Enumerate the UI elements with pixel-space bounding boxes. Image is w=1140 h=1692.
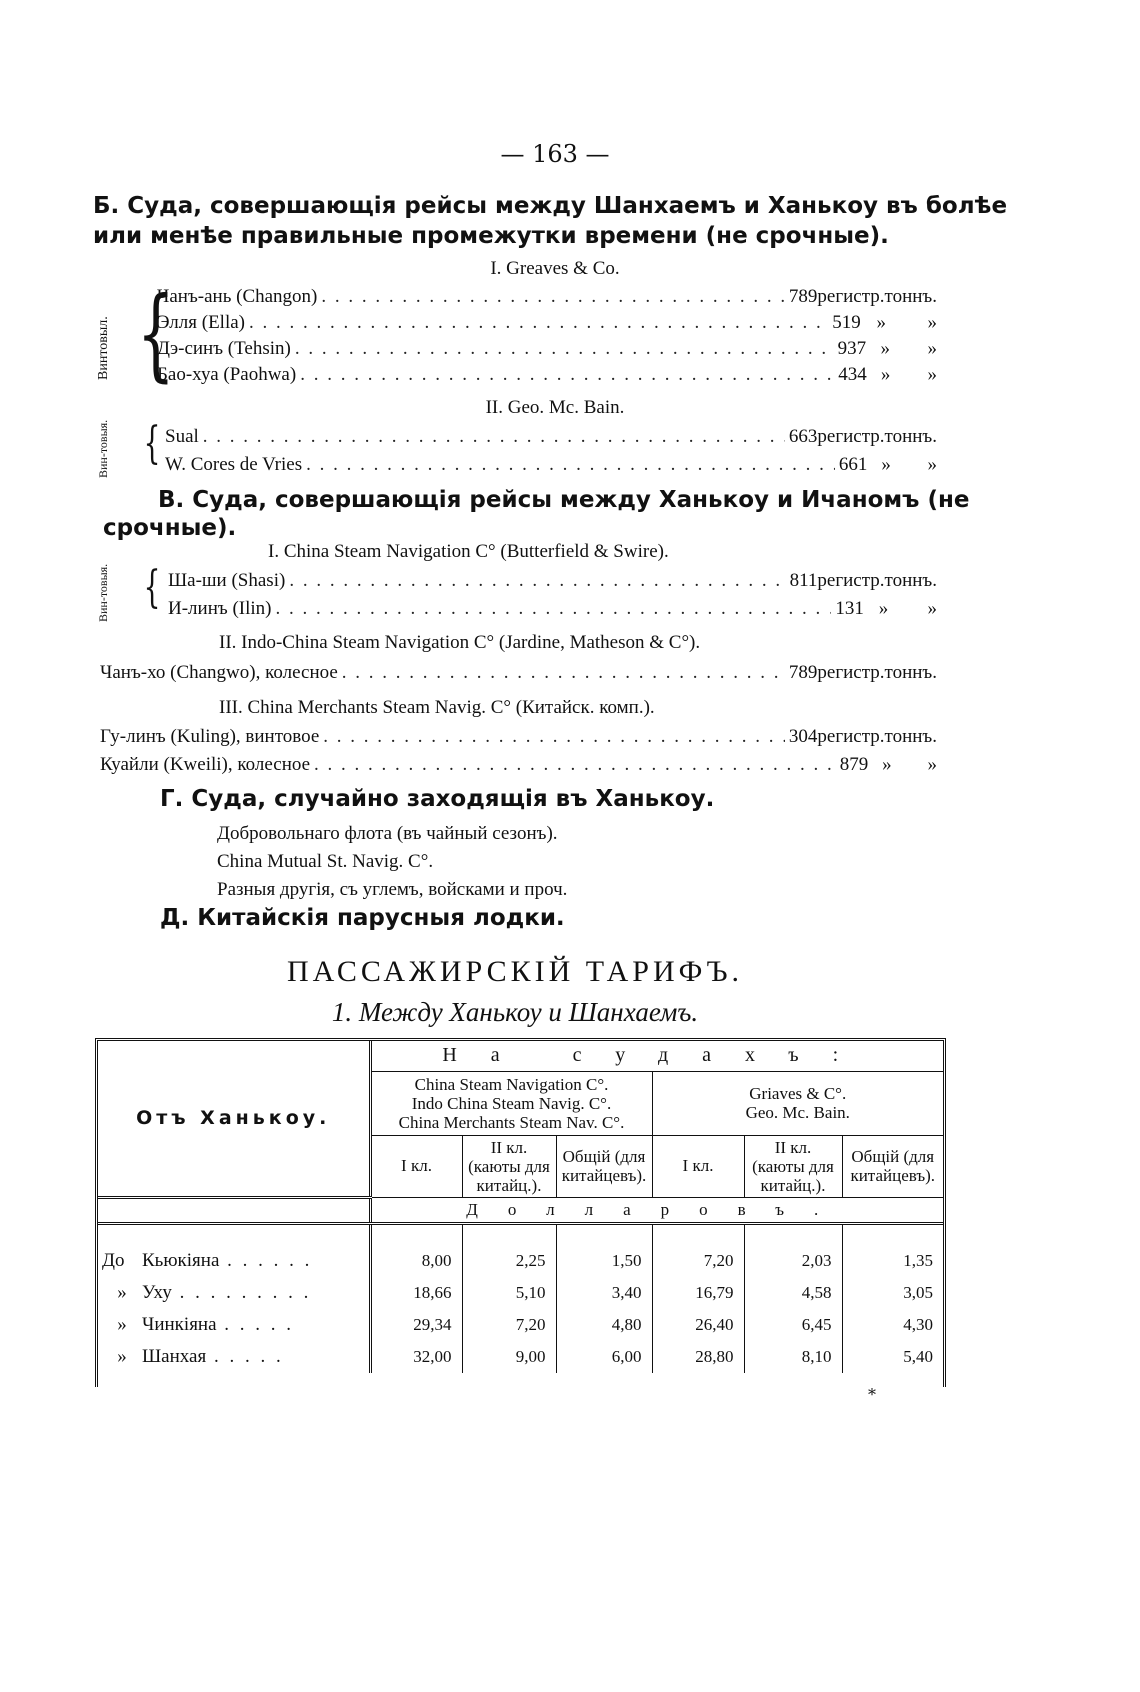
class-header: I кл.: [652, 1135, 744, 1197]
tariff-table-frame: [95, 1038, 946, 1387]
side-label-vintovye: Вин-товыя.: [96, 419, 110, 478]
list-item: Добровольнаго флота (въ чайный сезонъ).: [217, 823, 558, 844]
asterisk-icon: *: [868, 1385, 876, 1404]
company-group-2: [652, 1071, 943, 1135]
page-number: — 163 —: [500, 140, 610, 168]
currency-header: Долларовъ.: [370, 1197, 943, 1223]
ship-row: Гу-линъ (Kuling), винтовое . . . 304 регистр. тоннъ.: [100, 726, 937, 754]
fare-cell: 7,20: [462, 1309, 556, 1341]
tariff-table: [98, 1041, 943, 1373]
section-v-heading-line2: срочные).: [103, 515, 237, 541]
ship-row: Чанъ-хо (Changwo), колесное . . . 789 регистр. тоннъ.: [100, 662, 937, 690]
fare-cell: 6,45: [744, 1309, 842, 1341]
list-item: Разныя другія, съ углемъ, войсками и проч.: [217, 879, 568, 900]
greaves-group-title: I. Greaves & Co.: [490, 258, 620, 279]
ship-row: И-линъ (Ilin) . . . 131 » »: [168, 598, 937, 626]
fare-cell: 16,79: [652, 1277, 744, 1309]
fare-cell: 7,20: [652, 1245, 744, 1277]
destination-cell: До Кьюкіяна . . . . . .: [102, 1250, 313, 1271]
ship-row: Sual . . . 663 регистр. тоннъ.: [165, 426, 937, 454]
side-label-vintovye: Вин-товыя.: [96, 563, 110, 622]
butterfield-ship-list: [168, 570, 937, 626]
fare-cell: 5,40: [842, 1341, 943, 1373]
section-b-heading: [93, 193, 1053, 249]
ship-row: Элля (Ella) . . . 519 » »: [157, 312, 937, 338]
section-b-heading-line1: Б. Суда, совершающія рейсы между Шанхаемъ и Ханькоу въ болѣе: [93, 193, 1008, 219]
merchants-group-title: III. China Merchants Steam Navig. C° (Китайск. комп.).: [219, 697, 655, 718]
bain-ship-list: [165, 426, 937, 482]
jardine-ship-list: [100, 662, 937, 690]
fare-cell: 3,40: [556, 1277, 652, 1309]
fare-cell: 4,58: [744, 1277, 842, 1309]
company-name: China Steam Navigation C°.: [414, 1074, 609, 1094]
fare-cell: 32,00: [370, 1341, 462, 1373]
destination-cell: » Чинкіяна . . . . .: [117, 1314, 295, 1335]
brace-icon: {: [143, 418, 161, 469]
table-row: [98, 1341, 943, 1373]
ship-row: W. Cores de Vries . . . 661 » »: [165, 454, 937, 482]
fare-cell: 8,10: [744, 1341, 842, 1373]
section-d-heading: Д. Китайскія парусныя лодки.: [160, 905, 565, 931]
table-row: [98, 1245, 943, 1277]
tariff-title: ПАССАЖИРСКІЙ ТАРИФЪ.: [286, 955, 744, 988]
ship-row: Куайли (Kweili), колесное . . . 879 » »: [100, 754, 937, 782]
jardine-group-title: II. Indo-China Steam Navigation C° (Jardine, Matheson & C°).: [219, 632, 701, 653]
fare-cell: 2,03: [744, 1245, 842, 1277]
company-group-1: [370, 1071, 652, 1135]
section-g-heading: Г. Суда, случайно заходящія въ Ханькоу.: [160, 786, 715, 812]
tariff-subtitle: 1. Между Ханькоу и Шанхаемъ.: [331, 997, 699, 1027]
fare-cell: 8,00: [370, 1245, 462, 1277]
brace-icon: {: [143, 562, 161, 613]
list-item: China Mutual St. Navig. C°.: [217, 851, 434, 872]
destination-cell: » Шанхая . . . . .: [117, 1346, 284, 1367]
fare-cell: 3,05: [842, 1277, 943, 1309]
brace-icon: {: [136, 275, 175, 392]
fare-cell: 18,66: [370, 1277, 462, 1309]
fare-cell: 5,10: [462, 1277, 556, 1309]
from-hankou-header: Отъ Ханькоу.: [98, 1041, 370, 1197]
fare-cell: 1,35: [842, 1245, 943, 1277]
company-name: China Merchants Steam Nav. C°.: [398, 1112, 625, 1132]
section-v-heading-line1: В. Суда, совершающія рейсы между Ханькоу и Ичаномъ (не: [158, 487, 970, 513]
fare-cell: 6,00: [556, 1341, 652, 1373]
merchants-ship-list: [100, 726, 937, 782]
ship-row: Чанъ-ань (Changon) . . . 789 регистр. тоннъ.: [157, 286, 937, 312]
fare-cell: 9,00: [462, 1341, 556, 1373]
butterfield-group-title: I. China Steam Navigation C° (Butterfield & Swire).: [268, 541, 669, 562]
fare-cell: 1,50: [556, 1245, 652, 1277]
fare-cell: 28,80: [652, 1341, 744, 1373]
fare-cell: 2,25: [462, 1245, 556, 1277]
section-g-list: [217, 820, 567, 904]
class-header: I кл.: [370, 1135, 462, 1197]
company-name: Geo. Mc. Bain.: [745, 1103, 850, 1122]
fare-cell: 26,40: [652, 1309, 744, 1341]
fare-cell: 4,80: [556, 1309, 652, 1341]
section-v-heading: [103, 487, 1053, 541]
fare-cell: 4,30: [842, 1309, 943, 1341]
section-b-heading-line2: или менѣе правильные промежутки времени (не срочные).: [93, 223, 889, 249]
ship-row: Ша-ши (Shasi) . . . 811 регистр. тоннъ.: [168, 570, 937, 598]
class-header: II кл. (каюты для китайц.).: [744, 1135, 842, 1197]
company-name: Indo China Steam Navig. C°.: [411, 1093, 612, 1113]
company-name: Griaves & C°.: [749, 1084, 847, 1103]
on-ships-header: На судахъ:: [370, 1041, 943, 1071]
side-label-vintovye: Винтовыл.: [96, 316, 111, 380]
ship-row: Дэ-синъ (Tehsin) . . . 937 » »: [157, 338, 937, 364]
ship-row: Бао-хуа (Paohwa) . . . 434 » »: [157, 364, 937, 390]
greaves-ship-list: [157, 286, 937, 390]
class-header: Общій (для китайцевъ).: [556, 1135, 652, 1197]
fare-cell: 29,34: [370, 1309, 462, 1341]
class-header: II кл. (каюты для китайц.).: [462, 1135, 556, 1197]
bain-group-title: II. Geo. Mc. Bain.: [485, 397, 625, 418]
class-header: Общій (для китайцевъ).: [842, 1135, 943, 1197]
table-row: [98, 1309, 943, 1341]
destination-cell: » Уху . . . . . . . . .: [117, 1282, 312, 1303]
table-row: [98, 1277, 943, 1309]
